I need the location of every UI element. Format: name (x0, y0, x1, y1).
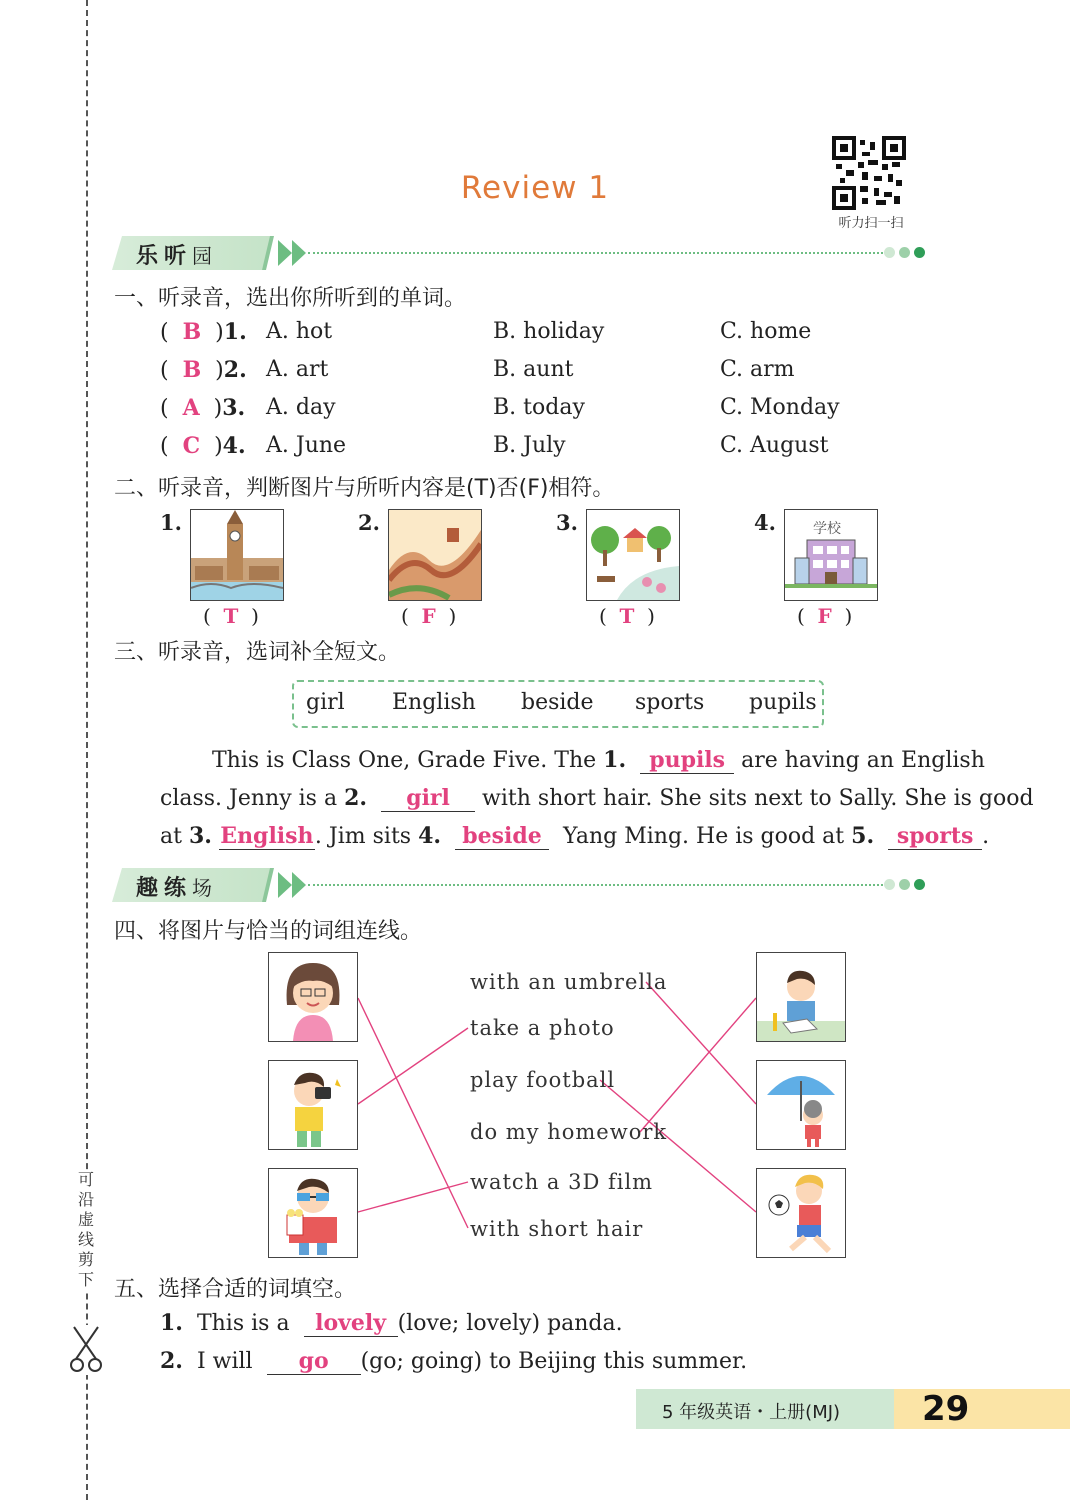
q1-item: ( B )2. (160, 357, 247, 383)
passage-text: . (982, 824, 990, 849)
boy-homework-picture (756, 952, 846, 1042)
item-number: 2. (358, 510, 380, 535)
passage-text: are having an English (734, 748, 985, 773)
item-number: 3. (556, 510, 578, 535)
item-number: 1. (160, 510, 182, 535)
q5-item (160, 1348, 747, 1375)
tf-answer: ( F ) (401, 604, 457, 628)
q4-heading: 四、将图片与恰当的词组连线。 (114, 919, 423, 944)
cut-char: 剪 (77, 1250, 94, 1269)
option-a: A. June (266, 433, 347, 458)
page-number: 29 (922, 1389, 970, 1429)
qr-caption: 听力扫一扫 (838, 216, 904, 231)
blank-answer: go (267, 1348, 361, 1375)
answer: C (182, 433, 201, 459)
cut-char: 虚 (77, 1210, 94, 1229)
cut-char: 沿 (77, 1190, 94, 1209)
option-c: C. home (720, 319, 812, 344)
blank-answer: girl (381, 785, 475, 812)
option-c: C. August (720, 433, 829, 458)
phrase-option[interactable]: play football (470, 1068, 616, 1092)
answer: T (619, 604, 635, 628)
blank-number: 1. (603, 747, 627, 773)
cut-char: 可 (77, 1170, 94, 1189)
option-a: A. day (266, 395, 336, 420)
word-option: girl (306, 690, 345, 715)
match-line (358, 998, 468, 1228)
school-sign: 学校 (813, 521, 841, 537)
tf-answer: ( T ) (599, 604, 655, 628)
tf-answer: ( T ) (203, 604, 259, 628)
q1-item: ( C )4. (160, 433, 246, 459)
footer-band (894, 1389, 1070, 1429)
banner-char: 趣 (136, 876, 165, 901)
q1-heading: 一、听录音，选出你所听到的单词。 (114, 286, 467, 311)
q1-item: ( B )1. (160, 319, 247, 345)
sentence-text: This is a (196, 1311, 290, 1336)
answer: F (421, 604, 436, 628)
item-number: 1. (160, 1310, 183, 1336)
blank-number: 4. (418, 823, 442, 849)
item-number: 4. (754, 510, 776, 535)
passage-text: with short hair. She sits next to Sally. She is good (475, 786, 1034, 811)
boy-football-picture (756, 1168, 846, 1258)
q5-heading: 五、选择合适的词填空。 (114, 1277, 357, 1302)
q2-heading: 二、听录音，判断图片与所听内容是(T)否(F)相符。 (114, 476, 615, 501)
sentence-text: I will (196, 1349, 253, 1374)
cut-char: 线 (77, 1230, 94, 1249)
blank-number: 2. (344, 785, 368, 811)
boy-photo-picture (268, 1060, 358, 1150)
phrase-option[interactable]: watch a 3D film (470, 1170, 654, 1194)
match-line (358, 1028, 468, 1104)
answer: B (182, 319, 202, 345)
banner-char: 乐 (136, 244, 165, 269)
option-b: B. aunt (493, 357, 574, 382)
phrase-option[interactable]: do my homework (470, 1120, 668, 1144)
passage-text: . Jim sits (314, 824, 419, 849)
option-a: A. hot (266, 319, 333, 344)
passage-text: class. Jenny is a (160, 786, 345, 811)
q1-item: ( A )3. (160, 395, 246, 421)
option-b: B. holiday (493, 319, 605, 344)
blank-answer: sports (888, 823, 982, 850)
girl-short-hair-picture (268, 952, 358, 1042)
boy-3d-film-picture (268, 1168, 358, 1258)
item-number: 3. (222, 395, 246, 421)
option-a: A. art (266, 357, 329, 382)
blank-number: 5. (851, 823, 875, 849)
phrase-option[interactable]: take a photo (470, 1016, 615, 1040)
item-number: 2. (223, 357, 247, 383)
word-option: beside (521, 690, 594, 715)
banner-char: 场 (192, 876, 219, 900)
word-option: English (392, 690, 476, 715)
page-footer (636, 1389, 1070, 1429)
blank-answer: English (220, 823, 314, 849)
answer: F (817, 604, 832, 628)
passage-text: Yang Ming. He is good at (556, 824, 852, 849)
word-option: sports (635, 690, 705, 715)
blank-number: 3. (188, 823, 212, 849)
word-option: pupils (749, 690, 817, 715)
blank-answer: beside (455, 823, 549, 850)
match-line (646, 982, 756, 1104)
banner-char: 听 (164, 244, 193, 269)
answer: T (223, 604, 239, 628)
passage-text: at (160, 824, 189, 849)
item-number: 4. (222, 433, 246, 459)
phrase-option[interactable]: with short hair (470, 1217, 644, 1241)
option-b: B. July (493, 433, 566, 458)
cut-char: 下 (77, 1270, 94, 1289)
tf-answer: ( F ) (797, 604, 853, 628)
option-c: C. Monday (720, 395, 840, 420)
sentence-text: (go; going) to Beijing this summer. (360, 1349, 748, 1374)
answer: A (182, 395, 200, 421)
option-c: C. arm (720, 357, 795, 382)
blank-answer: pupils (640, 747, 734, 774)
blank-answer: lovely (304, 1310, 398, 1337)
page-title: Review 1 (460, 170, 610, 206)
match-line (640, 998, 756, 1132)
match-line (358, 1182, 468, 1212)
phrase-option[interactable]: with an umbrella (470, 970, 668, 994)
passage-text: This is Class One, Grade Five. The (212, 748, 604, 773)
option-b: B. today (493, 395, 585, 420)
book-label: 5 年级英语・上册(MJ) (662, 1402, 841, 1423)
item-number: 2. (160, 1348, 183, 1374)
item-number: 1. (223, 319, 247, 345)
girl-umbrella-picture (756, 1060, 846, 1150)
sentence-text: (love; lovely) panda. (397, 1311, 623, 1336)
q3-heading: 三、听录音，选词补全短文。 (114, 640, 401, 665)
banner-char: 园 (192, 244, 219, 268)
answer: B (182, 357, 202, 383)
banner-char: 练 (164, 876, 193, 901)
q5-item (160, 1310, 623, 1337)
